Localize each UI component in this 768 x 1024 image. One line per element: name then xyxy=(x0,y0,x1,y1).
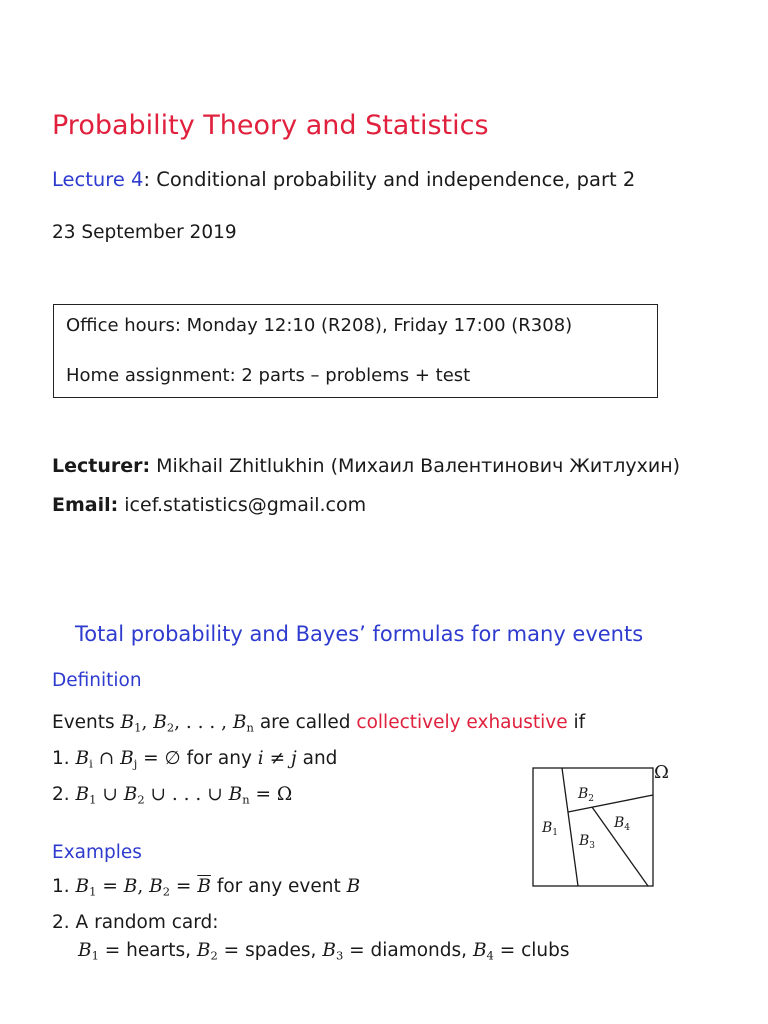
card-b1: $B_1$ xyxy=(78,940,99,963)
email-address: icef.statistics@gmail.com xyxy=(124,494,367,516)
cond1-num: 1. xyxy=(52,748,70,769)
examples-heading: Examples xyxy=(52,842,142,863)
region-b4-label: $B_4$ xyxy=(614,815,631,833)
ex2-text: A random card: xyxy=(75,912,219,933)
info-box xyxy=(53,304,658,398)
region-b1-label: $B_1$ xyxy=(542,820,559,838)
region-b2-label: $B_2$ xyxy=(578,786,595,804)
divider-b1 xyxy=(562,768,578,886)
ex1-num: 1. xyxy=(52,876,70,897)
card-hearts: hearts, xyxy=(126,940,191,961)
card-spades: spades, xyxy=(245,940,317,961)
cond1-and: and xyxy=(302,748,338,769)
card-b3: $B_3$ xyxy=(322,940,344,963)
lecture-subtitle xyxy=(52,168,635,191)
def-term: collectively exhaustive xyxy=(356,712,568,733)
email-line xyxy=(52,494,366,516)
lecturer-label: Lecturer: xyxy=(52,455,151,477)
slide-title: Probability Theory and Statistics xyxy=(52,110,489,141)
condition-1 xyxy=(52,748,337,769)
def-events-math: $B_1$, $B_2$, . . . , $B_n$ xyxy=(120,712,254,735)
lecturer-line xyxy=(52,455,680,477)
cond1-ineq: i ≠ j xyxy=(257,748,297,769)
partition-diagram xyxy=(530,760,690,890)
example-1 xyxy=(52,876,360,897)
def-called: are called xyxy=(259,712,351,733)
card-b2: $B_2$ xyxy=(196,940,218,963)
ex1-text: for any event xyxy=(216,876,341,897)
ex1-math: $B_1 = B$, $B_2 = \overline{B}$ xyxy=(75,876,211,899)
example-2-cards: $B_1$ = hearts, $B_2$ = spades, $B_3$ = diamonds, $B_4$ = clubs xyxy=(78,940,570,963)
definition-heading: Definition xyxy=(52,670,142,691)
lecturer-name: Mikhail Zhitlukhin (Михаил Валентинович Житлухин) xyxy=(156,455,681,477)
cond2-num: 2. xyxy=(52,784,70,805)
omega-label: Ω xyxy=(654,762,669,783)
section-title: Total probability and Bayes’ formulas for many events xyxy=(75,622,644,646)
ex2-num: 2. xyxy=(52,912,70,933)
lecture-label: Lecture 4 xyxy=(52,168,144,191)
def-events-word: Events xyxy=(52,712,115,733)
definition-text xyxy=(52,712,585,733)
example-2 xyxy=(52,912,218,933)
office-hours: Office hours: Monday 12:10 (R208), Friday 17:00 (R308) xyxy=(66,315,573,336)
card-clubs: clubs xyxy=(521,940,570,961)
card-b4: $B_4$ xyxy=(472,940,494,963)
email-label: Email: xyxy=(52,494,119,516)
cond1-text: for any xyxy=(186,748,252,769)
region-b3-label: $B_3$ xyxy=(579,833,596,851)
home-assignment: Home assignment: 2 parts – problems + test xyxy=(66,365,471,386)
cond1-math: $B_i$ ∩ $B_j$ = ∅ xyxy=(75,748,181,771)
def-if: if xyxy=(573,712,586,733)
condition-2 xyxy=(52,784,292,805)
card-diamonds: diamonds, xyxy=(370,940,468,961)
lecture-topic: : Conditional probability and independence, part 2 xyxy=(143,168,636,191)
ex1-event-b: B xyxy=(346,876,361,897)
lecture-date: 23 September 2019 xyxy=(52,222,237,243)
cond2-math: $B_1$ ∪ $B_2$ ∪ . . . ∪ $B_n = \Omega$ xyxy=(75,784,293,807)
